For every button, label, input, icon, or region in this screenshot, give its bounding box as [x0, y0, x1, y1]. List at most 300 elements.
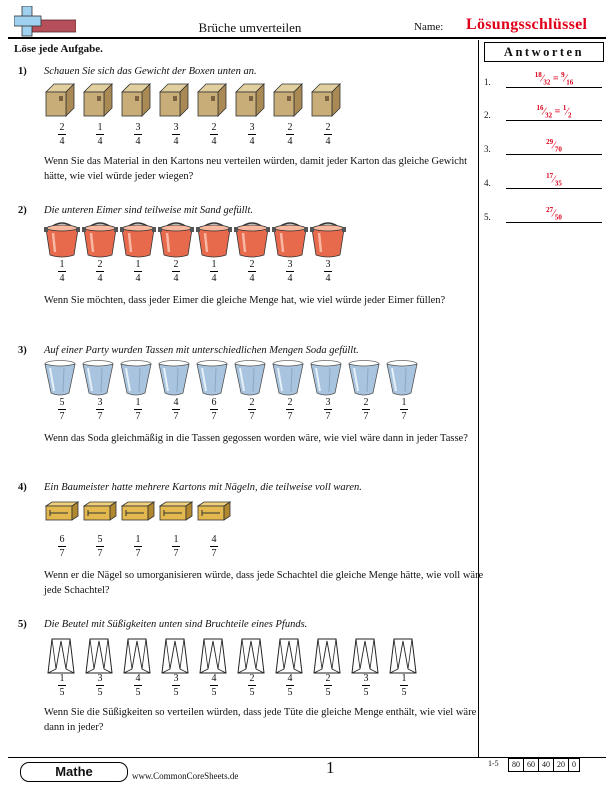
- fraction-bar: [172, 134, 180, 135]
- fraction-denominator: 7: [59, 548, 65, 559]
- bag-icon: [82, 635, 118, 675]
- fraction-denominator: 4: [211, 273, 217, 284]
- figure-item: [310, 359, 346, 422]
- column-divider: [478, 40, 479, 758]
- fraction-bar: [286, 409, 294, 410]
- fraction-denominator: 7: [287, 411, 293, 422]
- page-number: 1: [326, 758, 335, 777]
- figure-fraction: [310, 122, 346, 147]
- answer-row: [484, 99, 602, 121]
- figure-item: [120, 635, 156, 698]
- fraction-numerator: 5: [59, 397, 65, 408]
- fraction-denominator: 7: [97, 548, 103, 559]
- fraction-numerator: 3: [97, 673, 103, 684]
- figure-item: [82, 500, 118, 559]
- fraction-bar: [324, 271, 332, 272]
- figure-fraction: [158, 673, 194, 698]
- answer-numerator: 18: [534, 70, 542, 79]
- figure-item: [120, 221, 156, 284]
- figure-fraction: [44, 673, 80, 698]
- cup-icon: [348, 359, 384, 397]
- answer-number: 1.: [484, 77, 491, 87]
- score-table: [508, 758, 580, 772]
- fraction-slash: ⁄: [564, 73, 567, 84]
- figure-item: [44, 359, 80, 422]
- answer-line: [506, 222, 602, 223]
- bag-icon: [120, 635, 156, 675]
- fraction-numerator: 2: [249, 397, 255, 408]
- answer-value: [506, 104, 602, 119]
- answer-number: 5.: [484, 212, 491, 222]
- fraction-denominator: 7: [173, 548, 179, 559]
- answer-denominator: 70: [554, 145, 562, 153]
- fraction-numerator: 1: [401, 397, 407, 408]
- figure-fraction: [196, 534, 232, 559]
- answer-value: [506, 206, 602, 221]
- answer-denominator: 35: [554, 179, 562, 187]
- fraction-bar: [96, 685, 104, 686]
- cup-icon: [310, 359, 346, 397]
- fraction-denominator: 5: [59, 687, 65, 698]
- figure-item: [196, 82, 232, 147]
- fraction-slash: ⁄: [566, 106, 569, 117]
- fraction-numerator: 4: [173, 397, 179, 408]
- fraction-denominator: 4: [135, 136, 141, 147]
- answer-line: [506, 120, 602, 121]
- figure-fraction: [82, 534, 118, 559]
- figure-fraction: [196, 397, 232, 422]
- fraction-slash: ⁄: [543, 106, 546, 117]
- figure-item: [82, 82, 118, 147]
- fraction-bar: [248, 409, 256, 410]
- fraction-numerator: 2: [287, 397, 293, 408]
- fraction-bar: [324, 685, 332, 686]
- fraction-numerator: 4: [211, 673, 217, 684]
- fraction-denominator: 7: [363, 411, 369, 422]
- fraction-numerator: 3: [249, 122, 255, 133]
- figure-fraction: [82, 259, 118, 284]
- fraction-slash: ⁄: [553, 140, 555, 151]
- bucket-icon: [196, 221, 232, 259]
- figure-fraction: [196, 259, 232, 284]
- figure-item: [272, 221, 308, 284]
- figure-fraction: [44, 534, 80, 559]
- bag-icon: [272, 635, 308, 675]
- question-text: Wenn das Soda gleichmäßig in die Tassen gegossen worden wäre, wie viel wäre dann in jeder Tasse?: [44, 433, 468, 444]
- figure-fraction: [120, 397, 156, 422]
- answer-numerator: 1: [562, 103, 567, 112]
- answer-denominator: 32: [545, 111, 553, 119]
- fraction-numerator: 1: [97, 122, 103, 133]
- figure-item: [234, 359, 270, 422]
- cup-icon: [120, 359, 156, 397]
- fraction-bar: [286, 271, 294, 272]
- figure-item: [272, 359, 308, 422]
- figure-fraction: [196, 122, 232, 147]
- name-value: Lösungsschlüssel: [466, 16, 588, 33]
- fraction-denominator: 4: [97, 273, 103, 284]
- fraction-bar: [324, 134, 332, 135]
- figure-fraction: [310, 397, 346, 422]
- figure-item: [120, 82, 156, 147]
- answer-numerator: 29: [546, 137, 554, 146]
- cup-icon: [82, 359, 118, 397]
- question-text: Wenn Sie die Süßigkeiten so verteilen würden, dass jede Tüte die gleiche Menge enthält, wie viel wäre dann in jeder?: [44, 707, 477, 733]
- figure-item: [196, 221, 232, 284]
- fraction-numerator: 4: [287, 673, 293, 684]
- figure-fraction: [158, 534, 194, 559]
- question-prompt: Auf einer Party wurden Tassen mit unterschiedlichen Mengen Soda gefüllt.: [44, 345, 359, 356]
- fraction-bar: [96, 409, 104, 410]
- fraction-numerator: 2: [249, 673, 255, 684]
- fraction-numerator: 1: [173, 534, 179, 545]
- figure-fraction: [348, 673, 384, 698]
- fraction-numerator: 1: [401, 673, 407, 684]
- fraction-numerator: 6: [211, 397, 217, 408]
- fraction-numerator: 2: [173, 259, 179, 270]
- bag-icon: [386, 635, 422, 675]
- fraction-numerator: 5: [97, 534, 103, 545]
- figure-item: [158, 500, 194, 559]
- figure-item: [310, 82, 346, 147]
- fraction-numerator: 4: [211, 534, 217, 545]
- figure-item: [386, 635, 422, 698]
- fraction-bar: [248, 271, 256, 272]
- fraction-numerator: 2: [97, 259, 103, 270]
- answer-numerator: 16: [536, 103, 544, 112]
- fraction-bar: [58, 685, 66, 686]
- fraction-numerator: 1: [59, 259, 65, 270]
- fraction-bar: [58, 409, 66, 410]
- fraction-denominator: 7: [59, 411, 65, 422]
- figure-item: [82, 359, 118, 422]
- figure-fraction: [158, 259, 194, 284]
- fraction-slash: ⁄: [553, 208, 555, 219]
- fraction-denominator: 4: [287, 136, 293, 147]
- question-prompt: Schauen Sie sich das Gewicht der Boxen unten an.: [44, 66, 257, 77]
- figure-fraction: [82, 397, 118, 422]
- figure-item: [82, 635, 118, 698]
- fraction-bar: [210, 546, 218, 547]
- bag-icon: [348, 635, 384, 675]
- fraction-denominator: 7: [325, 411, 331, 422]
- fraction-denominator: 7: [97, 411, 103, 422]
- fraction-denominator: 7: [249, 411, 255, 422]
- figure-item: [234, 82, 270, 147]
- fraction-slash: ⁄: [541, 73, 544, 84]
- fraction-bar: [362, 685, 370, 686]
- bucket-icon: [44, 221, 80, 259]
- answer-line: [506, 154, 602, 155]
- figure-item: [158, 82, 194, 147]
- fraction-numerator: 3: [173, 673, 179, 684]
- score-cell: 60: [524, 759, 539, 771]
- figure-fraction: [386, 397, 422, 422]
- figure-item: [158, 359, 194, 422]
- nail-box-icon: [158, 500, 194, 522]
- figure-fraction: [386, 673, 422, 698]
- figure-fraction: [234, 259, 270, 284]
- fraction-bar: [210, 409, 218, 410]
- figure-item: [386, 359, 422, 422]
- fraction-bar: [400, 409, 408, 410]
- figure-item: [234, 635, 270, 698]
- box-icon: [196, 82, 232, 118]
- cup-icon: [158, 359, 194, 397]
- fraction-slash: ⁄: [553, 174, 555, 185]
- score-cell: 80: [509, 759, 524, 771]
- figure-item: [310, 221, 346, 284]
- question-number: 2): [18, 205, 27, 216]
- fraction-numerator: 3: [173, 122, 179, 133]
- fraction-numerator: 2: [249, 259, 255, 270]
- figure-item: [82, 221, 118, 284]
- equals-sign: =: [552, 106, 563, 117]
- figure-item: [348, 635, 384, 698]
- fraction-denominator: 4: [325, 136, 331, 147]
- fraction-bar: [134, 409, 142, 410]
- fraction-bar: [134, 546, 142, 547]
- answer-line: [506, 188, 602, 189]
- bag-icon: [158, 635, 194, 675]
- figure-fraction: [272, 397, 308, 422]
- fraction-bar: [210, 271, 218, 272]
- figure-item: [234, 221, 270, 284]
- logo-icon: [14, 6, 76, 38]
- figure-fraction: [120, 122, 156, 147]
- fraction-denominator: 5: [211, 687, 217, 698]
- fraction-bar: [58, 271, 66, 272]
- fraction-denominator: 7: [401, 411, 407, 422]
- fraction-numerator: 3: [325, 397, 331, 408]
- fraction-numerator: 1: [135, 397, 141, 408]
- score-range: 1-5: [488, 759, 499, 768]
- fraction-denominator: 5: [363, 687, 369, 698]
- fraction-denominator: 5: [401, 687, 407, 698]
- fraction-numerator: 1: [135, 534, 141, 545]
- box-icon: [272, 82, 308, 118]
- fraction-denominator: 4: [325, 273, 331, 284]
- fraction-bar: [134, 271, 142, 272]
- instruction: Löse jede Aufgabe.: [14, 43, 103, 55]
- figure-fraction: [348, 397, 384, 422]
- bucket-icon: [234, 221, 270, 259]
- cup-icon: [386, 359, 422, 397]
- figure-item: [272, 635, 308, 698]
- fraction-bar: [248, 685, 256, 686]
- figure-fraction: [310, 259, 346, 284]
- fraction-denominator: 7: [135, 411, 141, 422]
- bucket-icon: [272, 221, 308, 259]
- figure-fraction: [44, 122, 80, 147]
- fraction-numerator: 3: [135, 122, 141, 133]
- answer-row: [484, 167, 602, 189]
- nail-box-icon: [120, 500, 156, 522]
- bucket-icon: [82, 221, 118, 259]
- fraction-numerator: 6: [59, 534, 65, 545]
- box-icon: [44, 82, 80, 118]
- fraction-denominator: 5: [249, 687, 255, 698]
- answer-denominator: 50: [554, 213, 562, 221]
- fraction-denominator: 5: [287, 687, 293, 698]
- bucket-icon: [120, 221, 156, 259]
- fraction-bar: [286, 134, 294, 135]
- fraction-denominator: 4: [249, 136, 255, 147]
- fraction-numerator: 2: [287, 122, 293, 133]
- figure-item: [348, 359, 384, 422]
- figure-item: [44, 500, 80, 559]
- box-icon: [82, 82, 118, 118]
- question-text: Wenn Sie möchten, dass jeder Eimer die gleiche Menge hat, wie viel würde jeder Eimer füllen?: [44, 295, 446, 306]
- answer-numerator: 9: [561, 70, 565, 79]
- fraction-denominator: 4: [173, 273, 179, 284]
- fraction-numerator: 2: [211, 122, 217, 133]
- box-icon: [234, 82, 270, 118]
- fraction-denominator: 4: [211, 136, 217, 147]
- bag-icon: [196, 635, 232, 675]
- fraction-bar: [96, 271, 104, 272]
- figure-item: [120, 359, 156, 422]
- figure-item: [44, 82, 80, 147]
- figure-item: [196, 500, 232, 559]
- question-text: Wenn Sie das Material in den Kartons neu verteilen würden, damit jeder Karton das gleiche Gewicht hätte, wie viel würde jeder wiegen?: [44, 156, 468, 182]
- question-number: 1): [18, 66, 27, 77]
- figure-item: [158, 221, 194, 284]
- fraction-numerator: 2: [325, 122, 331, 133]
- fraction-bar: [134, 134, 142, 135]
- fraction-denominator: 5: [135, 687, 141, 698]
- name-label: Name:: [414, 21, 444, 33]
- figure-fraction: [272, 673, 308, 698]
- score-cell: 20: [554, 759, 569, 771]
- answer-number: 3.: [484, 144, 491, 154]
- question-prompt: Die unteren Eimer sind teilweise mit Sand gefüllt.: [44, 205, 253, 216]
- site-url: www.CommonCoreSheets.de: [132, 771, 239, 781]
- nail-box-icon: [196, 500, 232, 522]
- fraction-denominator: 5: [325, 687, 331, 698]
- figure-item: [272, 82, 308, 147]
- figure-item: [310, 635, 346, 698]
- bag-icon: [234, 635, 270, 675]
- fraction-denominator: 7: [135, 548, 141, 559]
- score-cell: 0: [572, 760, 576, 769]
- score-cell: 40: [539, 759, 554, 771]
- answer-value: [506, 138, 602, 153]
- fraction-numerator: 4: [135, 673, 141, 684]
- fraction-numerator: 1: [135, 259, 141, 270]
- question-prompt: Die Beutel mit Süßigkeiten unten sind Bruchteile eines Pfunds.: [44, 619, 308, 630]
- answer-numerator: 27: [546, 205, 554, 214]
- answer-number: 2.: [484, 110, 491, 120]
- cup-icon: [272, 359, 308, 397]
- page-title: Brüche umverteilen: [198, 20, 302, 35]
- answer-denominator: 2: [568, 111, 572, 119]
- nail-box-icon: [44, 500, 80, 522]
- fraction-numerator: 1: [211, 259, 217, 270]
- fraction-denominator: 7: [173, 411, 179, 422]
- fraction-denominator: 7: [211, 548, 217, 559]
- answers-heading: Antworten: [484, 42, 604, 62]
- question-number: 3): [18, 345, 27, 356]
- fraction-denominator: 5: [173, 687, 179, 698]
- fraction-denominator: 4: [97, 136, 103, 147]
- answer-denominator: 16: [566, 78, 574, 86]
- figure-fraction: [196, 673, 232, 698]
- figure-fraction: [44, 259, 80, 284]
- bag-icon: [310, 635, 346, 675]
- fraction-numerator: 2: [59, 122, 65, 133]
- cup-icon: [44, 359, 80, 397]
- fraction-bar: [58, 134, 66, 135]
- fraction-denominator: 4: [173, 136, 179, 147]
- answer-value: [506, 172, 602, 187]
- bag-icon: [44, 635, 80, 675]
- fraction-bar: [362, 409, 370, 410]
- figure-fraction: [158, 122, 194, 147]
- fraction-bar: [286, 685, 294, 686]
- fraction-bar: [134, 685, 142, 686]
- figure-item: [44, 221, 80, 284]
- equals-sign: =: [550, 73, 562, 84]
- figure-fraction: [82, 673, 118, 698]
- figure-item: [158, 635, 194, 698]
- fraction-denominator: 4: [135, 273, 141, 284]
- fraction-bar: [324, 409, 332, 410]
- box-icon: [120, 82, 156, 118]
- fraction-bar: [210, 134, 218, 135]
- figure-fraction: [44, 397, 80, 422]
- fraction-bar: [172, 685, 180, 686]
- figure-fraction: [310, 673, 346, 698]
- header-divider: [8, 37, 606, 39]
- fraction-denominator: 4: [249, 273, 255, 284]
- fraction-numerator: 3: [325, 259, 331, 270]
- fraction-bar: [172, 409, 180, 410]
- fraction-denominator: 4: [59, 273, 65, 284]
- figure-fraction: [82, 122, 118, 147]
- fraction-bar: [400, 685, 408, 686]
- fraction-denominator: 4: [287, 273, 293, 284]
- bucket-icon: [310, 221, 346, 259]
- figure-fraction: [234, 397, 270, 422]
- cup-icon: [196, 359, 232, 397]
- figure-item: [120, 500, 156, 559]
- figure-fraction: [272, 122, 308, 147]
- answer-value: [506, 71, 602, 86]
- fraction-bar: [96, 546, 104, 547]
- fraction-bar: [248, 134, 256, 135]
- fraction-numerator: 3: [363, 673, 369, 684]
- figure-fraction: [234, 673, 270, 698]
- fraction-denominator: 7: [211, 411, 217, 422]
- figure-item: [44, 635, 80, 698]
- box-icon: [158, 82, 194, 118]
- figure-fraction: [234, 122, 270, 147]
- question-number: 5): [18, 619, 27, 630]
- figure-fraction: [158, 397, 194, 422]
- answer-line: [506, 87, 602, 88]
- answer-number: 4.: [484, 178, 491, 188]
- question-number: 4): [18, 482, 27, 493]
- box-icon: [310, 82, 346, 118]
- fraction-bar: [172, 546, 180, 547]
- answer-numerator: 17: [546, 171, 554, 180]
- figure-fraction: [120, 673, 156, 698]
- answer-row: [484, 66, 602, 88]
- bucket-icon: [158, 221, 194, 259]
- fraction-bar: [96, 134, 104, 135]
- fraction-numerator: 2: [325, 673, 331, 684]
